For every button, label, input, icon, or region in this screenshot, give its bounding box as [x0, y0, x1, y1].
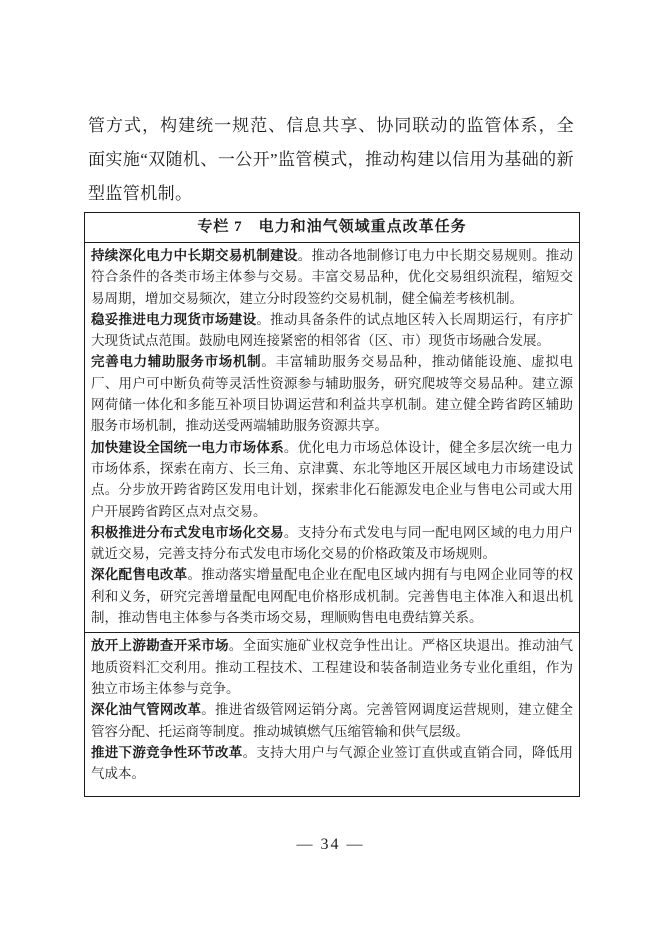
reform-box	[84, 212, 580, 797]
reform-box-title: 专栏 7 电力和油气领域重点改革任务	[85, 213, 579, 243]
box-paragraph	[91, 309, 573, 352]
paragraph-lead: 完善电力辅助服务市场机制	[91, 354, 262, 370]
paragraph-lead: 放开上游勘查开采市场	[91, 638, 229, 654]
page-number: — 34 —	[296, 836, 365, 853]
box-section-oil-gas-reform-tasks	[85, 632, 579, 796]
paragraph-body: 。优化电力市场总体设计，健全多层次统一电力市场体系，探索在南方、长三角、京津冀、东北等地区开展区域电力市场建设试点。分步放开跨省跨区发用电计划，探索非化石能源发电企业与售电公司或大用户开展跨省跨区点对点交易。	[91, 439, 574, 519]
paragraph-lead: 深化配售电改革	[91, 567, 188, 583]
box-paragraph	[91, 245, 573, 309]
box-paragraph	[91, 742, 573, 785]
paragraph-lead: 深化油气管网改革	[91, 702, 202, 718]
paragraph-lead: 持续深化电力中长期交易机制建设	[91, 248, 298, 263]
box-paragraph	[91, 635, 573, 699]
box-paragraph	[91, 351, 573, 436]
paragraph-lead: 加快建设全国统一电力市场体系	[91, 439, 284, 455]
paragraph-body: 。全面实施矿业权竞争性出让。严格区块退出。推动油气地质资料汇交利用。推动工程技术、工程建设和装备制造业务专业化重组，作为独立市场主体参与竞争。	[91, 638, 574, 696]
paragraph-body: 。支持大用户与气源企业签订直供或直销合同，降低用气成本。	[91, 744, 574, 782]
paragraph-body: 。推动落实增量配电企业在配电区域内拥有与电网企业同等的权利和义务，研究完善增量配电网配电价格形成机制。完善售电主体准入和退出机制，推动售电主体参与各类市场交易，理顺购售电电费结算关系。	[91, 567, 574, 626]
paragraph-body: 。推进省级管网运销分离。完善管网调度运营规则，建立健全管容分配、托运商等制度。推动城镇燃气压缩管输和供气层级。	[91, 702, 574, 739]
intro-paragraph: 管方式，构建统一规范、信息共享、协同联动的监管体系，全面实施“双随机、一公开”监管模式，推动构建以信用为基础的新型监管机制。	[88, 116, 574, 203]
paragraph-body: 。推动具备条件的试点地区转入长周期运行，有序扩大现货试点范围。鼓励电网连接紧密的相邻省（区、市）现货市场融合发展。	[91, 311, 574, 349]
reform-box-body	[85, 243, 579, 796]
box-paragraph	[91, 699, 573, 742]
paragraph-body: 。推动各地制修订电力中长期交易规则。推动符合条件的各类市场主体参与交易。丰富交易品种，优化交易组织流程，缩短交易周期，增加交易频次，建立分时段签约交易机制，健全偏差考核机制。	[91, 248, 574, 306]
paragraph-body: 。支持分布式发电与同一配电网区域的电力用户就近交易，完善支持分布式发电市场化交易的价格政策及市场规则。	[91, 524, 574, 562]
box-paragraph	[91, 564, 573, 628]
paragraph-lead: 稳妥推进电力现货市场建设	[91, 311, 257, 327]
paragraph-body: 。丰富辅助服务交易品种，推动储能设施、虚拟电厂、用户可中断负荷等灵活性资源参与辅助服务，研究爬坡等交易品种。建立源网荷储一体化和多能互补项目协调运营和利益共享机制。建立健全跨省跨区辅助服务市场机制，推动送受两端辅助服务资源共享。	[91, 354, 574, 434]
paragraph-lead: 推进下游竞争性环节改革	[91, 744, 243, 760]
box-paragraph	[91, 437, 573, 522]
box-paragraph	[91, 522, 573, 565]
box-section-electricity-reform-tasks	[85, 243, 579, 632]
paragraph-lead: 积极推进分布式发电市场化交易	[91, 524, 284, 540]
